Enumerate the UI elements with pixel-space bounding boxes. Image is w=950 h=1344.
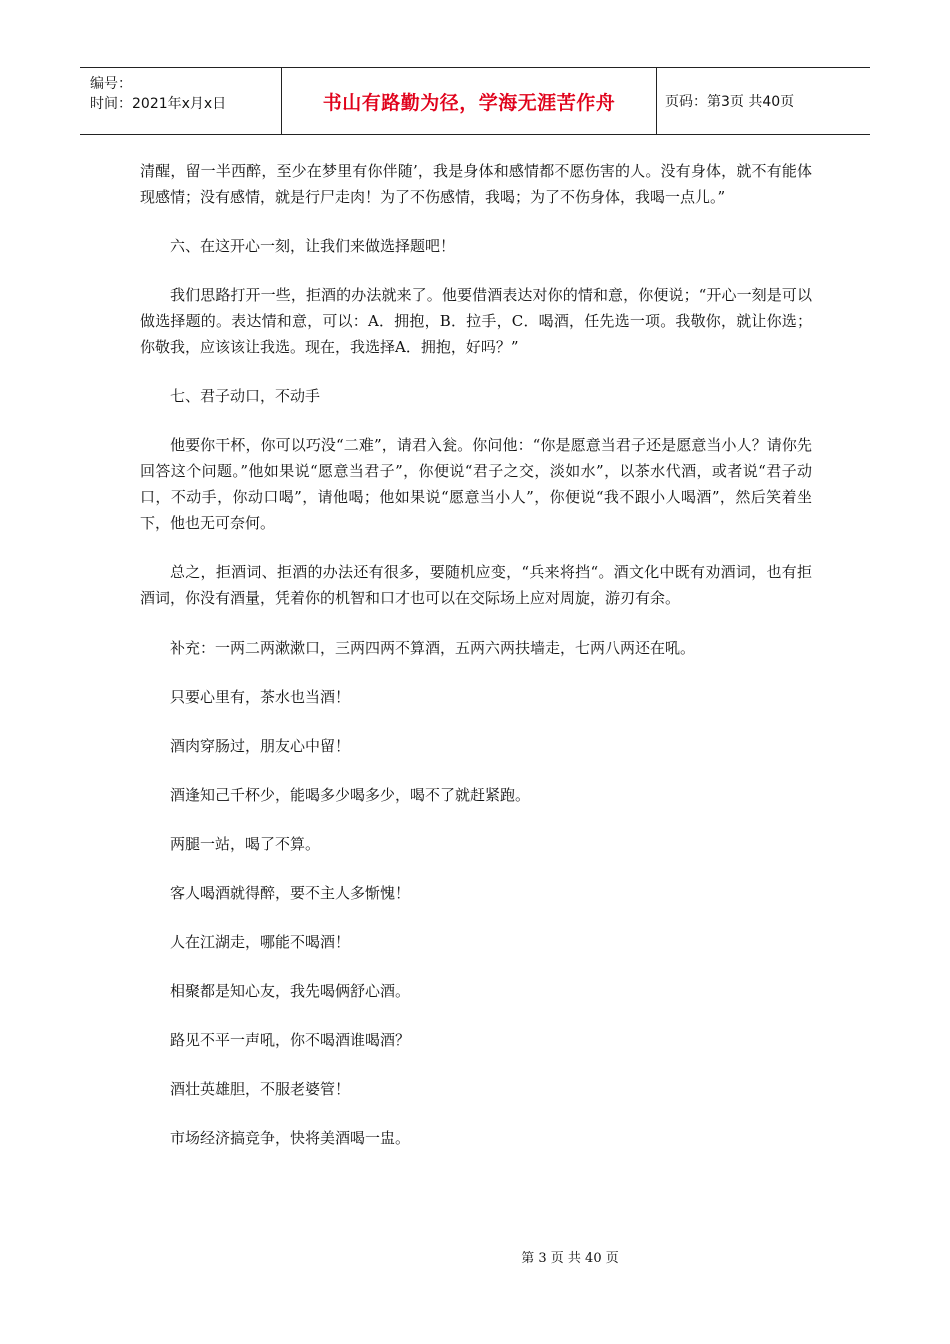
- header-motto-cell: [282, 68, 657, 134]
- saying-line: 酒肉穿肠过，朋友心中留！: [170, 737, 351, 755]
- saying-line: 酒逢知己千杯少，能喝多少喝多少，喝不了就赶紧跑。: [170, 786, 531, 804]
- page-footer: [0, 1247, 950, 1266]
- saying-line: 酒壮英雄胆，不服老婆管！: [170, 1080, 351, 1098]
- paragraph: 补充：一两二两漱漱口，三两四两不算酒，五两六两扶墙走，七两八两还在吼。: [170, 639, 696, 657]
- number-label: 编号：: [90, 76, 132, 92]
- saying-line: 人在江湖走，哪能不喝酒！: [170, 933, 351, 951]
- page-label: 页码：第3页 共40页: [665, 94, 795, 110]
- header-meta: [80, 68, 282, 134]
- document-body: [140, 158, 812, 1174]
- saying-line: 客人喝酒就得醉，要不主人多惭愧！: [170, 884, 411, 902]
- saying-line: 相聚都是知心友，我先喝俩舒心酒。: [170, 982, 411, 1000]
- paragraph: 总之，拒酒词、拒酒的办法还有很多，要随机应变，“兵来将挡“。酒文化中既有劝酒词，也有拒酒词，你没有酒量，凭着你的机智和口才也可以在交际场上应对周旋，游刃有余。: [140, 563, 812, 607]
- header-page-cell: [657, 68, 870, 134]
- motto-text: 书山有路勤为径，学海无涯苦作舟: [322, 91, 616, 114]
- section-heading: 六、在这开心一刻，让我们来做选择题吧！: [170, 237, 456, 255]
- paragraph: 他要你干杯，你可以巧没“二难”，请君入瓮。你问他：“你是愿意当君子还是愿意当小人？请你先回答这个问题。”他如果说“愿意当君子”，你便说“君子之交，淡如水”，以茶水代酒，或者说“君子动口，不动手，你动口喝”，请他喝；他如果说“愿意当小人”，你便说“我不跟小人喝酒”，然后笑着坐下，他也无可奈何。: [140, 436, 812, 532]
- saying-line: 只要心里有，茶水也当酒！: [170, 688, 351, 706]
- document-header: [80, 67, 870, 135]
- section-heading: 七、君子动口，不动手: [170, 387, 321, 405]
- saying-line: 市场经济搞竞争，快将美酒喝一盅。: [170, 1129, 411, 1147]
- saying-line: 两腿一站，喝了不算。: [170, 835, 321, 853]
- paragraph: 清醒，留一半西醉，至少在梦里有你伴随’，我是身体和感情都不愿伤害的人。没有身体，就不有能体现感情；没有感情，就是行尸走肉！为了不伤感情，我喝；为了不伤身体，我喝一点儿。”: [140, 162, 812, 206]
- saying-line: 路见不平一声吼，你不喝酒谁喝酒？: [170, 1031, 411, 1049]
- paragraph: 我们思路打开一些，拒酒的办法就来了。他要借酒表达对你的情和意，你便说；“开心一刻是可以做选择题的。表达情和意，可以：A．拥抱，B．拉手，C．喝酒，任先选一项。我敬你，就让你选；你敬我，应该该让我选。现在，我选择A．拥抱，好吗？”: [140, 286, 812, 356]
- footer-page-number: 第 3 页 共 40 页: [521, 1251, 619, 1266]
- time-label: 时间：2021年x月x日: [90, 96, 227, 112]
